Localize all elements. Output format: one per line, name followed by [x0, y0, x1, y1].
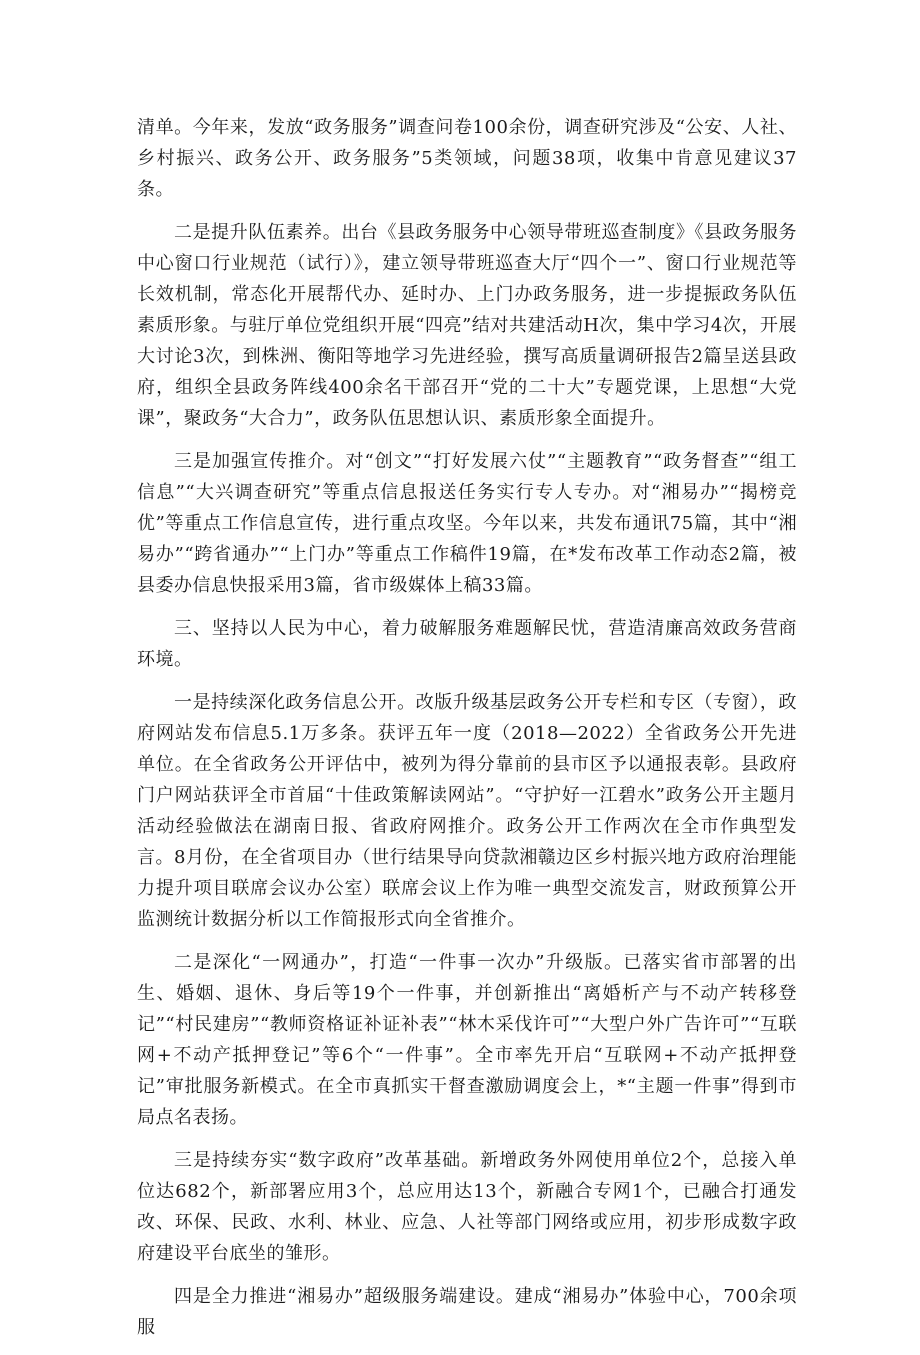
paragraph-info-disclosure: 一是持续深化政务信息公开。改版升级基层政务公开专栏和专区（专窗），政府网站发布信息5.1万多条。获评五年一度（2018—2022）全省政务公开先进单位。在全省政务公开评估中，被列为得分靠前的县市区予以通报表彰。县政府门户网站获评全市首届“十佳政策解读网站”。“守护好一江碧水”政务公开主题月活动经验做法在湖南日报、省政府网推介。政务公开工作两次在全市作典型发言。8月份，在全省项目办（世行结果导向贷款湘赣边区乡村振兴地方政府治理能力提升项目联席会议办公室）联席会议上作为唯一典型交流发言，财政预算公开监测统计数据分析以工作简报形式向全省推介。: [137, 692, 797, 930]
paragraph-team-quality: 二是提升队伍素养。出台《县政务服务中心领导带班巡查制度》《县政务服务中心窗口行业规范（试行）》，建立领导带班巡查大厅“四个一”、窗口行业规范等长效机制，常态化开展帮代办、延时办、上门办政务服务，进一步提振政务队伍素质形象。与驻厅单位党组织开展“四亮”结对共建活动H次，集中学习4次，开展大讨论3次，到株洲、衡阳等地学习先进经验，撰写高质量调研报告2篇呈送县政府，组织全县政务阵线400余名干部召开“党的二十大”专题党课，上思想“大党课”，聚政务“大合力”，政务队伍思想认识、素质形象全面提升。: [137, 222, 797, 429]
paragraph-continuation: 清单。今年来，发放“政务服务”调查问卷100余份，调查研究涉及“公安、人社、乡村振兴、政务公开、政务服务”5类领域，问题38项，收集中肯意见建议37条。: [137, 117, 797, 200]
paragraph-digital-government: 三是持续夯实“数字政府”改革基础。新增政务外网使用单位2个，总接入单位达682个，新部署应用3个，总应用达13个，新融合专网1个，已融合打通发改、环保、民政、水利、林业、应急、人社等部门网络或应用，初步形成数字政府建设平台底坐的雏形。: [137, 1150, 797, 1264]
document-body: [137, 112, 797, 1355]
paragraph-xiangyiban: 四是全力推进“湘易办”超级服务端建设。建成“湘易办”体验中心，700余项服: [137, 1286, 797, 1338]
paragraph-publicity: 三是加强宣传推介。对“创文”“打好发展六仗”“主题教育”“政务督查”“组工信息”“大兴调查研究”等重点信息报送任务实行专人专办。对“湘易办”“揭榜竞优”等重点工作信息宣传，进行重点攻坚。今年以来，共发布通讯75篇，其中“湘易办”“跨省通办”“上门办”等重点工作稿件19篇，在*发布改革工作动态2篇，被县委办信息快报采用3篇，省市级媒体上稿33篇。: [137, 451, 797, 596]
section-heading-three: 三、坚持以人民为中心，着力破解服务难题解民忧，营造清廉高效政务营商环境。: [137, 618, 797, 670]
paragraph-one-network: 二是深化“一网通办”，打造“一件事一次办”升级版。已落实省市部署的出生、婚姻、退休、身后等19个一件事，并创新推出“离婚析产与不动产转移登记”“村民建房”“教师资格证补证补表”“林木采伐许可”“大型户外广告许可”“互联网+不动产抵押登记”等6个“一件事”。全市率先开启“互联网+不动产抵押登记”审批服务新模式。在全市真抓实干督查激励调度会上，*“主题一件事”得到市局点名表扬。: [137, 952, 797, 1128]
